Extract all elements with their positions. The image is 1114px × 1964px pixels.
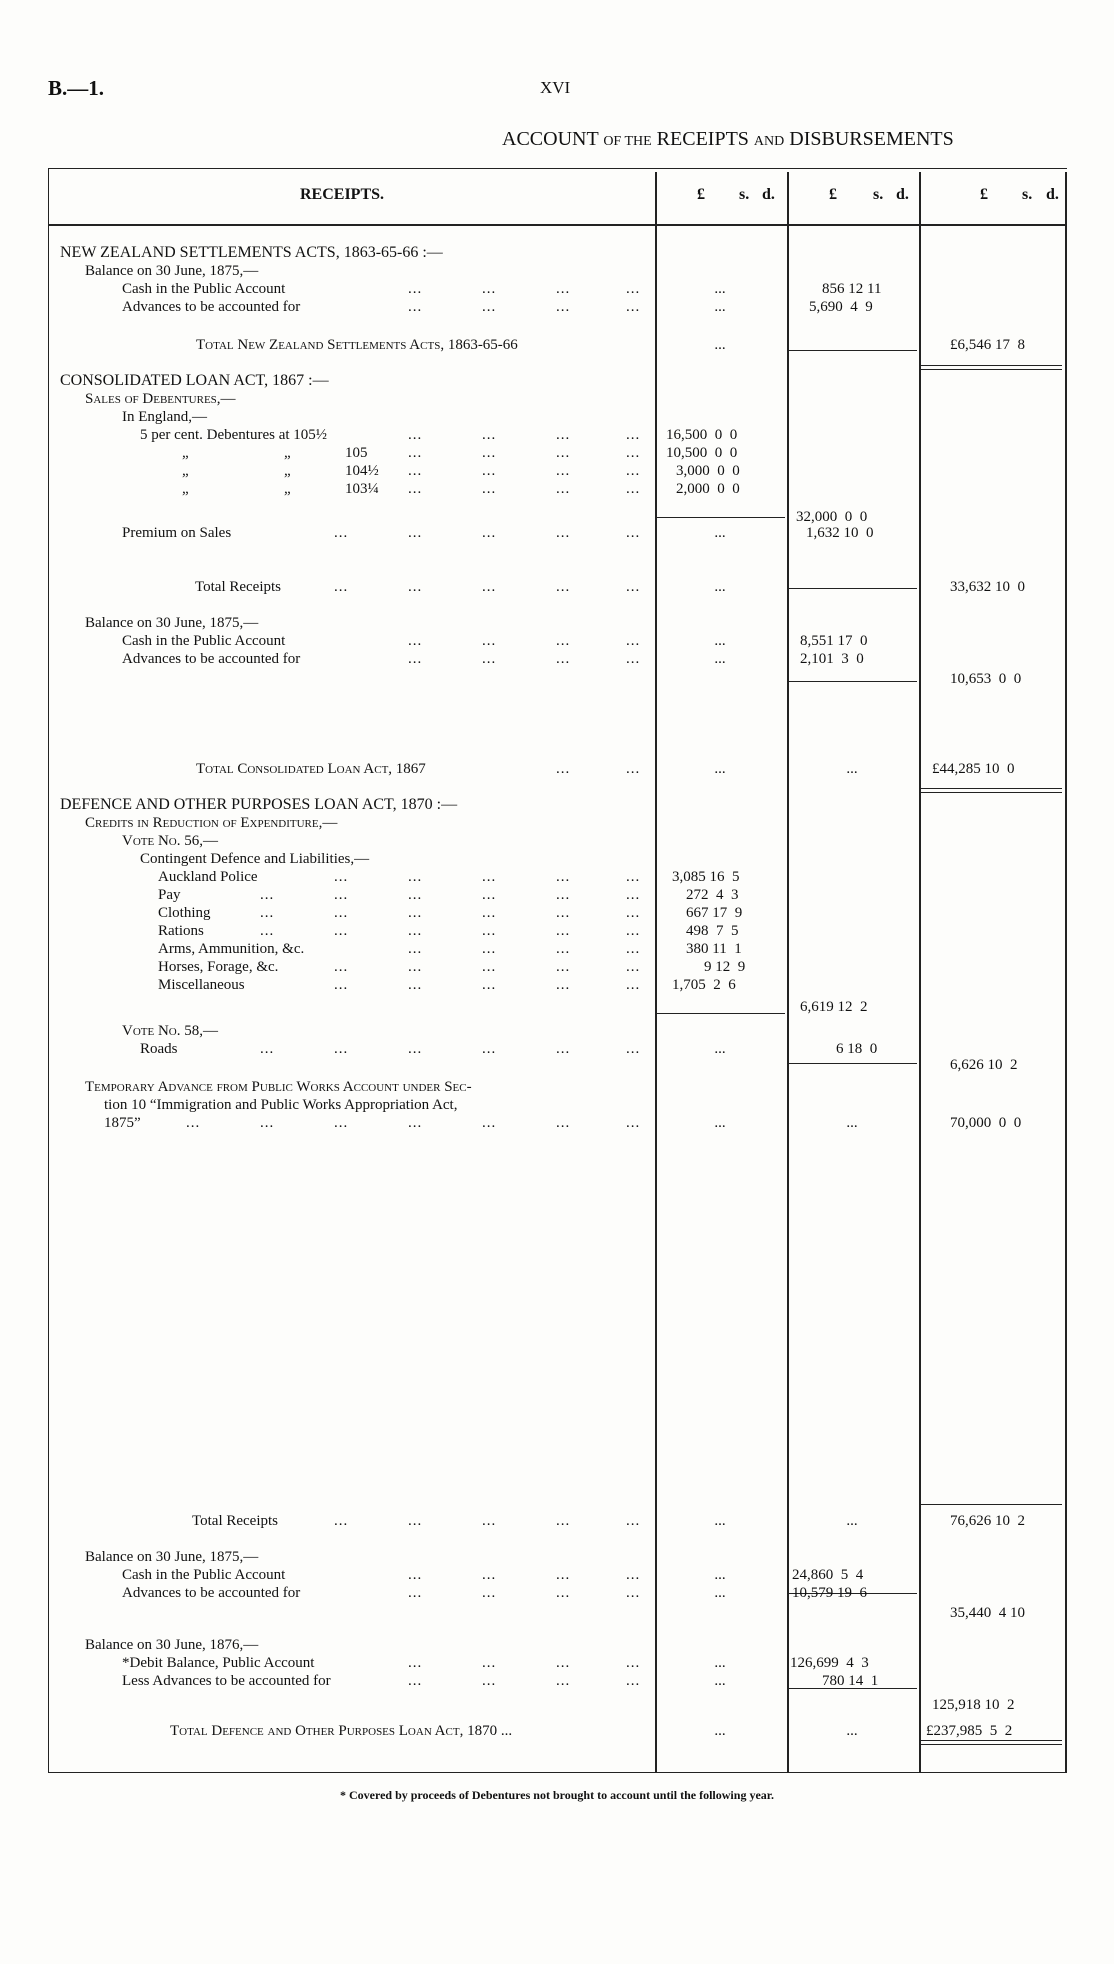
dot-leader: ... <box>408 651 423 667</box>
dot-leader: ... <box>334 887 349 903</box>
amount-cell: ... <box>714 1513 726 1529</box>
dot-leader: ... <box>408 481 423 497</box>
total-amount: 125,918 10 2 <box>932 1697 1015 1713</box>
dot-leader: ... <box>482 579 497 595</box>
dot-leader: ... <box>626 905 641 921</box>
row-label: Clothing <box>158 905 211 921</box>
amount-cell: ... <box>846 1723 858 1739</box>
dot-leader: ... <box>408 923 423 939</box>
row-label: tion 10 “Immigration and Public Works Appropriation Act, <box>104 1097 458 1113</box>
column-divider <box>1065 172 1067 1773</box>
dot-leader: ... <box>556 869 571 885</box>
dot-leader: ... <box>626 633 641 649</box>
dot-leader: ... <box>482 299 497 315</box>
section-heading: DEFENCE AND OTHER PURPOSES LOAN ACT, 1870 :— <box>60 796 458 813</box>
dot-leader: ... <box>626 923 641 939</box>
amount-cell: 10,500 0 0 <box>666 445 738 461</box>
amount-cell: ... <box>714 1673 726 1689</box>
row-label: 1875” <box>104 1115 141 1131</box>
dot-leader: ... <box>334 579 349 595</box>
total-amount: £6,546 17 8 <box>950 337 1025 353</box>
dot-leader: ... <box>556 651 571 667</box>
dot-leader: ... <box>408 579 423 595</box>
total-amount: 35,440 4 10 <box>950 1605 1025 1621</box>
dot-leader: ... <box>482 887 497 903</box>
amount-cell: ... <box>714 1585 726 1601</box>
page-reference: B.—1. <box>48 76 105 100</box>
subheading: Credits in Reduction of Expenditure,— <box>85 815 338 831</box>
amount-cell: ... <box>714 337 726 353</box>
amount-cell: 8,551 17 0 <box>800 633 868 649</box>
double-rule <box>921 1744 1062 1745</box>
dot-leader: ... <box>482 633 497 649</box>
dot-leader: ... <box>482 959 497 975</box>
pounds-header: £ <box>829 186 837 203</box>
dot-leader: ... <box>626 463 641 479</box>
title-word: OF THE <box>603 134 652 149</box>
amount-cell: 272 4 3 <box>686 887 739 903</box>
row-label: Cash in the Public Account <box>122 1567 286 1583</box>
dot-leader: ... <box>482 869 497 885</box>
dot-leader: ... <box>556 887 571 903</box>
dot-leader: ... <box>408 941 423 957</box>
amount-cell: 667 17 9 <box>686 905 743 921</box>
column-divider <box>787 172 789 1773</box>
total-label: Total New Zealand Settlements Acts, 1863-65-66 <box>196 337 518 353</box>
total-amount: 33,632 10 0 <box>950 579 1025 595</box>
dot-leader: ... <box>556 923 571 939</box>
row-label: Auckland Police <box>158 869 258 885</box>
dot-leader: ... <box>556 1115 571 1131</box>
shillings-header: s. <box>873 186 884 203</box>
amount-cell: ... <box>714 1655 726 1671</box>
dot-leader: ... <box>482 445 497 461</box>
dot-leader: ... <box>626 481 641 497</box>
dot-leader: ... <box>556 299 571 315</box>
dot-leader: ... <box>482 923 497 939</box>
dot-leader: ... <box>556 481 571 497</box>
dot-leader: ... <box>260 887 275 903</box>
dot-leader: ... <box>408 1655 423 1671</box>
subheading: Balance on 30 June, 1875,— <box>85 263 259 279</box>
amount-cell: 3,085 16 5 <box>672 869 740 885</box>
dot-leader: ... <box>408 959 423 975</box>
dot-leader: ... <box>626 941 641 957</box>
dot-leader: ... <box>482 905 497 921</box>
total-label: Total Consolidated Loan Act, 1867 <box>196 761 426 777</box>
row-label: Advances to be accounted for <box>122 1585 301 1601</box>
double-rule <box>921 365 1062 366</box>
dot-leader: ... <box>556 959 571 975</box>
dot-leader: ... <box>626 525 641 541</box>
dot-leader: ... <box>482 1513 497 1529</box>
dot-leader: ... <box>556 1513 571 1529</box>
ditto-mark: „ <box>284 463 291 479</box>
amount-cell: ... <box>714 1115 726 1131</box>
title-word: AND <box>753 134 785 149</box>
amount-cell: 3,000 0 0 <box>676 463 740 479</box>
dot-leader: ... <box>482 1115 497 1131</box>
amount-cell: 1,632 10 0 <box>806 525 874 541</box>
dot-leader: ... <box>626 299 641 315</box>
total-amount: 10,653 0 0 <box>950 671 1022 687</box>
dot-leader: ... <box>408 1585 423 1601</box>
row-label: Arms, Ammunition, &c. <box>158 941 305 957</box>
dot-leader: ... <box>334 923 349 939</box>
total-label: Total Receipts <box>192 1513 279 1529</box>
dot-leader: ... <box>408 1567 423 1583</box>
dot-leader: ... <box>408 1115 423 1131</box>
dot-leader: ... <box>334 1513 349 1529</box>
amount-cell: ... <box>714 761 726 777</box>
amount-cell: 380 11 1 <box>686 941 742 957</box>
dot-leader: ... <box>556 633 571 649</box>
amount-cell: 126,699 4 3 <box>790 1655 869 1671</box>
dot-leader: ... <box>482 1567 497 1583</box>
dot-leader: ... <box>482 463 497 479</box>
dot-leader: ... <box>626 1673 641 1689</box>
dot-leader: ... <box>626 427 641 443</box>
dot-leader: ... <box>556 905 571 921</box>
amount-cell: 32,000 0 0 <box>796 509 868 525</box>
dot-leader: ... <box>408 887 423 903</box>
dot-leader: ... <box>334 905 349 921</box>
amount-cell: 24,860 5 4 <box>792 1567 864 1583</box>
double-rule <box>921 1740 1062 1741</box>
dot-leader: ... <box>186 1115 201 1131</box>
dot-leader: ... <box>556 445 571 461</box>
dot-leader: ... <box>260 1115 275 1131</box>
dot-leader: ... <box>626 977 641 993</box>
row-label: Miscellaneous <box>158 977 245 993</box>
row-label: Cash in the Public Account <box>122 633 286 649</box>
sum-rule <box>789 1063 917 1064</box>
footnote: * Covered by proceeds of Debentures not brought to account until the following year. <box>339 1788 774 1802</box>
row-label: Roads <box>140 1041 178 1057</box>
dot-leader: ... <box>408 1041 423 1057</box>
amount-cell: 16,500 0 0 <box>666 427 738 443</box>
row-label: Cash in the Public Account <box>122 281 286 297</box>
subheading: Sales of Debentures,— <box>85 391 236 407</box>
sum-rule <box>657 517 785 518</box>
dot-leader: ... <box>334 1115 349 1131</box>
dot-leader: ... <box>556 463 571 479</box>
title-word: RECEIPTS <box>656 128 749 150</box>
ditto-mark: „ <box>284 445 291 461</box>
dot-leader: ... <box>408 427 423 443</box>
subheading: In England,— <box>122 409 207 425</box>
page-number: XVI <box>540 78 571 97</box>
dot-leader: ... <box>482 481 497 497</box>
dot-leader: ... <box>556 941 571 957</box>
amount-cell: 9 12 9 <box>704 959 746 975</box>
double-rule <box>921 369 1062 370</box>
dot-leader: ... <box>260 923 275 939</box>
dot-leader: ... <box>626 1041 641 1057</box>
sum-rule <box>789 588 917 589</box>
row-label: 104½ <box>345 463 379 479</box>
dot-leader: ... <box>626 1567 641 1583</box>
column-divider <box>919 172 921 1773</box>
dot-leader: ... <box>408 463 423 479</box>
dot-leader: ... <box>556 1673 571 1689</box>
total-amount: 76,626 10 2 <box>950 1513 1025 1529</box>
pounds-header: £ <box>980 186 988 203</box>
dot-leader: ... <box>556 281 571 297</box>
pence-header: d. <box>762 186 775 203</box>
amount-cell: 2,000 0 0 <box>676 481 740 497</box>
dot-leader: ... <box>626 1655 641 1671</box>
subheading: Balance on 30 June, 1875,— <box>85 1549 259 1565</box>
dot-leader: ... <box>482 977 497 993</box>
total-label: Total Receipts <box>195 579 282 595</box>
dot-leader: ... <box>408 633 423 649</box>
shillings-header: s. <box>739 186 750 203</box>
dot-leader: ... <box>482 1585 497 1601</box>
title-word: DISBURSEMENTS <box>789 128 954 150</box>
total-label: Total Defence and Other Purposes Loan Act, 1870 ... <box>170 1723 513 1739</box>
row-label: Premium on Sales <box>122 525 232 541</box>
subheading: Contingent Defence and Liabilities,— <box>140 851 370 867</box>
dot-leader: ... <box>626 887 641 903</box>
dot-leader: ... <box>482 1655 497 1671</box>
dot-leader: ... <box>334 1041 349 1057</box>
subheading: Balance on 30 June, 1876,— <box>85 1637 259 1653</box>
total-amount: 6,626 10 2 <box>950 1057 1018 1073</box>
dot-leader: ... <box>556 1567 571 1583</box>
pounds-header: £ <box>697 186 705 203</box>
dot-leader: ... <box>556 525 571 541</box>
row-label: 103¼ <box>345 481 379 497</box>
amount-cell: 1,705 2 6 <box>672 977 736 993</box>
dot-leader: ... <box>556 1041 571 1057</box>
dot-leader: ... <box>334 525 349 541</box>
dot-leader: ... <box>408 905 423 921</box>
ditto-mark: „ <box>182 445 189 461</box>
amount-cell: ... <box>714 633 726 649</box>
row-label: Less Advances to be accounted for <box>122 1673 331 1689</box>
sum-rule <box>789 681 917 682</box>
section-heading: NEW ZEALAND SETTLEMENTS ACTS, 1863-65-66 :— <box>60 244 443 261</box>
amount-cell: ... <box>714 579 726 595</box>
amount-cell: ... <box>846 1115 858 1131</box>
amount-cell: ... <box>846 761 858 777</box>
dot-leader: ... <box>408 869 423 885</box>
page-title <box>502 128 954 151</box>
dot-leader: ... <box>408 299 423 315</box>
dot-leader: ... <box>626 1513 641 1529</box>
dot-leader: ... <box>556 1585 571 1601</box>
dot-leader: ... <box>408 281 423 297</box>
row-label: Horses, Forage, &c. <box>158 959 279 975</box>
dot-leader: ... <box>334 959 349 975</box>
row-label: *Debit Balance, Public Account <box>122 1655 315 1671</box>
amount-cell: 780 14 1 <box>822 1673 879 1689</box>
dot-leader: ... <box>482 941 497 957</box>
row-label: 5 per cent. Debentures at 105½ <box>140 427 328 443</box>
amount-cell: ... <box>846 1513 858 1529</box>
amount-cell: ... <box>714 1567 726 1583</box>
amount-cell: 5,690 4 9 <box>809 299 873 315</box>
amount-cell: ... <box>714 1041 726 1057</box>
receipts-column-header: RECEIPTS. <box>300 186 385 203</box>
sum-rule <box>657 1013 785 1014</box>
dot-leader: ... <box>408 525 423 541</box>
row-label: Rations <box>158 923 204 939</box>
ditto-mark: „ <box>182 463 189 479</box>
row-label: Advances to be accounted for <box>122 299 301 315</box>
dot-leader: ... <box>408 1673 423 1689</box>
dot-leader: ... <box>556 579 571 595</box>
subheading: Vote No. 58,— <box>122 1023 218 1039</box>
dot-leader: ... <box>482 427 497 443</box>
amount-cell: 856 12 11 <box>822 281 882 297</box>
row-label: Advances to be accounted for <box>122 651 301 667</box>
dot-leader: ... <box>626 651 641 667</box>
column-divider <box>655 172 657 1773</box>
pence-header: d. <box>1046 186 1059 203</box>
double-rule <box>921 788 1062 789</box>
amount-cell: 498 7 5 <box>686 923 739 939</box>
row-label: Pay <box>158 887 181 903</box>
dot-leader: ... <box>626 1585 641 1601</box>
dot-leader: ... <box>334 869 349 885</box>
title-word: ACCOUNT <box>502 128 599 150</box>
amount-cell: ... <box>714 525 726 541</box>
total-amount: 70,000 0 0 <box>950 1115 1022 1131</box>
dot-leader: ... <box>556 761 571 777</box>
dot-leader: ... <box>482 651 497 667</box>
dot-leader: ... <box>626 959 641 975</box>
section-heading: CONSOLIDATED LOAN ACT, 1867 :— <box>60 372 329 389</box>
dot-leader: ... <box>556 427 571 443</box>
amount-cell: 2,101 3 0 <box>800 651 864 667</box>
dot-leader: ... <box>334 977 349 993</box>
pence-header: d. <box>896 186 909 203</box>
dot-leader: ... <box>556 1655 571 1671</box>
dot-leader: ... <box>408 445 423 461</box>
subheading: Balance on 30 June, 1875,— <box>85 615 259 631</box>
dot-leader: ... <box>482 1041 497 1057</box>
dot-leader: ... <box>556 977 571 993</box>
dot-leader: ... <box>626 869 641 885</box>
double-rule <box>921 792 1062 793</box>
amount-cell: ... <box>714 1723 726 1739</box>
dot-leader: ... <box>626 281 641 297</box>
amount-cell: 6 18 0 <box>836 1041 878 1057</box>
dot-leader: ... <box>626 1115 641 1131</box>
amount-cell: ... <box>714 281 726 297</box>
row-label: 105 <box>345 445 368 461</box>
subheading: Vote No. 56,— <box>122 833 218 849</box>
dot-leader: ... <box>482 281 497 297</box>
sum-rule <box>789 350 917 351</box>
dot-leader: ... <box>626 445 641 461</box>
dot-leader: ... <box>260 1041 275 1057</box>
amount-cell: ... <box>714 651 726 667</box>
dot-leader: ... <box>408 1513 423 1529</box>
total-amount: £44,285 10 0 <box>932 761 1015 777</box>
header-rule <box>48 224 1066 226</box>
amount-cell: 10,579 19 6 <box>792 1585 867 1601</box>
dot-leader: ... <box>260 905 275 921</box>
dot-leader: ... <box>408 977 423 993</box>
dot-leader: ... <box>482 1673 497 1689</box>
dot-leader: ... <box>626 579 641 595</box>
sum-rule <box>921 1504 1062 1505</box>
total-amount: £237,985 5 2 <box>926 1723 1013 1739</box>
row-label: Temporary Advance from Public Works Account under Sec- <box>85 1079 472 1095</box>
dot-leader: ... <box>626 761 641 777</box>
amount-cell: 6,619 12 2 <box>800 999 868 1015</box>
ditto-mark: „ <box>284 481 291 497</box>
amount-cell: ... <box>714 299 726 315</box>
dot-leader: ... <box>482 525 497 541</box>
ditto-mark: „ <box>182 481 189 497</box>
shillings-header: s. <box>1022 186 1033 203</box>
